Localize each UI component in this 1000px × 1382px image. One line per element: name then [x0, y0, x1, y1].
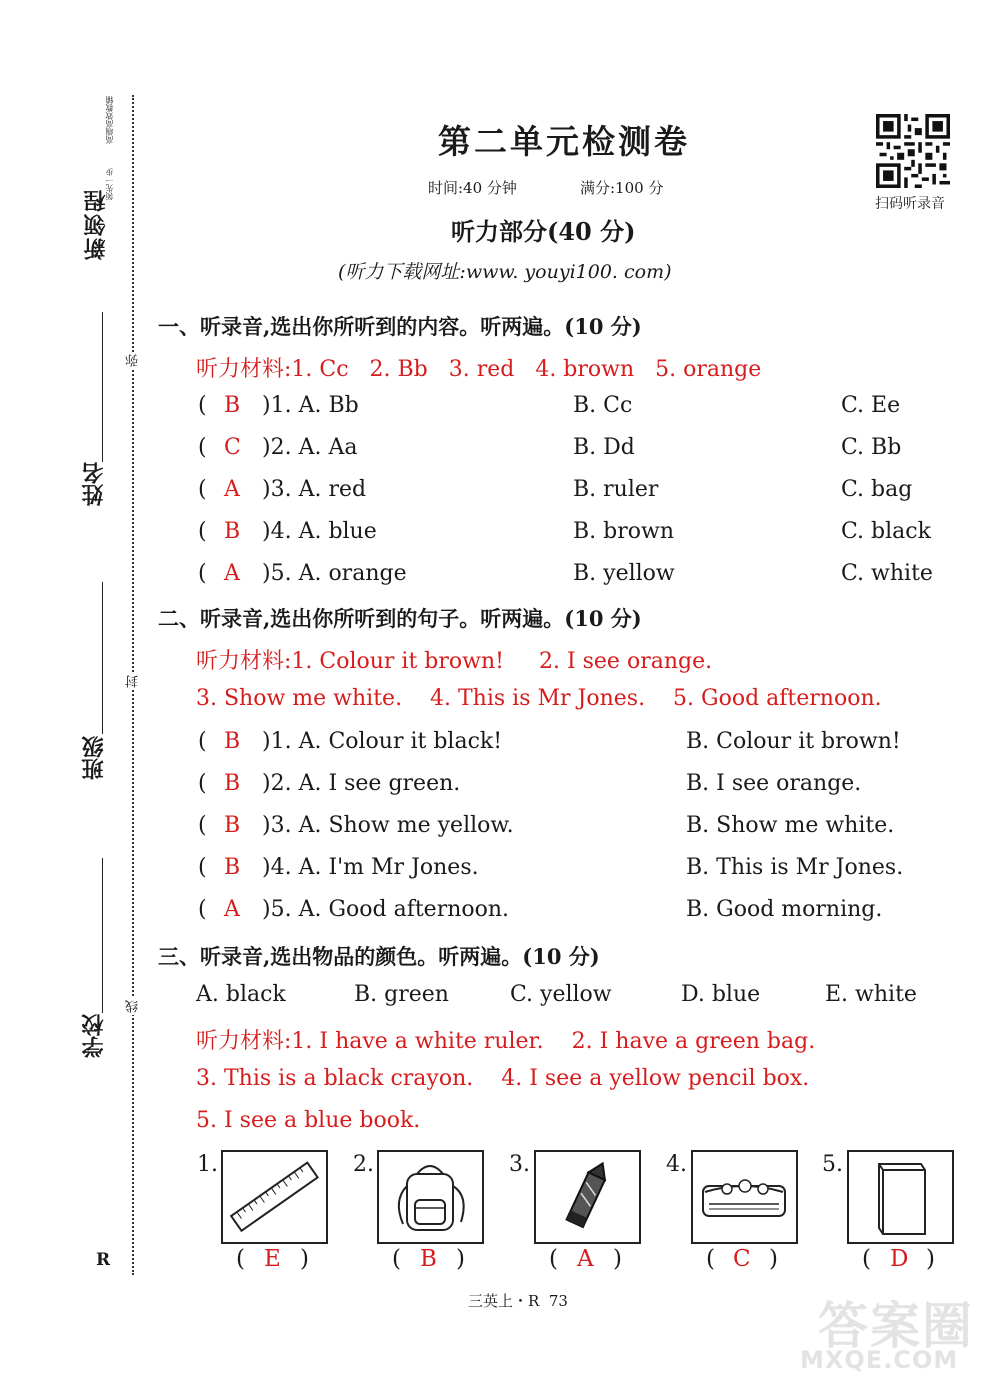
qr-code-icon [876, 114, 950, 188]
ruler-icon [221, 1150, 328, 1244]
section3-material-line3: 5. I see a blue book. [196, 1108, 421, 1133]
question-option-b: B. Good morning. [686, 897, 883, 922]
full-score: 满分:100 分 [580, 179, 664, 197]
question-option-a: )5. A. orange [262, 561, 407, 586]
brand-tagline: 高端高效教辅 [105, 96, 114, 144]
question-option-c: C. Bb [841, 435, 902, 460]
question-answer: B [224, 519, 241, 544]
item-number: 1. [197, 1152, 218, 1177]
answer-paren-open: ( [198, 813, 207, 838]
answer-paren-open: ( [198, 771, 207, 796]
answer-paren-open: ( [549, 1246, 558, 1272]
answer-paren-open: ( [198, 729, 207, 754]
answer-paren-open: ( [198, 855, 207, 880]
answer-paren-close: ) [613, 1246, 622, 1272]
color-option: C. yellow [510, 982, 612, 1007]
question-option-a: )2. A. I see green. [262, 771, 461, 796]
question-option-b: B. Cc [573, 393, 633, 418]
name-line [102, 312, 103, 462]
question-option-a: )3. A. red [262, 477, 367, 502]
item-answer: C [733, 1246, 751, 1272]
question-option-a: )3. A. Show me yellow. [262, 813, 514, 838]
question-option-c: C. white [841, 561, 933, 586]
answer-paren-open: ( [198, 519, 207, 544]
question-option-c: C. Ee [841, 393, 901, 418]
question-option-b: B. Dd [573, 435, 635, 460]
answer-paren-open: ( [198, 393, 207, 418]
qr-caption: 扫码听录音 [875, 196, 945, 212]
answer-paren-open: ( [198, 561, 207, 586]
page-number: 三英上・R 73 [468, 1292, 568, 1310]
question-answer: C [224, 435, 241, 460]
question-answer: B [224, 813, 241, 838]
school-line [102, 858, 103, 1013]
color-option: E. white [825, 982, 917, 1007]
question-option-a: )1. A. Bb [262, 393, 359, 418]
pencil-box-icon [691, 1150, 798, 1244]
page-letter: R [96, 1250, 111, 1270]
answer-paren-open: ( [862, 1246, 871, 1272]
answer-paren-open: ( [236, 1246, 245, 1272]
item-number: 4. [666, 1152, 687, 1177]
item-number: 3. [509, 1152, 530, 1177]
bag-icon [377, 1150, 484, 1244]
download-url: (听力下载网址:www. youyi100. com) [338, 261, 672, 283]
question-option-c: C. bag [841, 477, 913, 502]
seal-char-3: 线 [126, 1000, 141, 1013]
answer-paren-open: ( [392, 1246, 401, 1272]
section2-material-line2: 3. Show me white. 4. This is Mr Jones. 5. Good afternoon. [196, 686, 882, 711]
section3-heading: 三、听录音,选出物品的颜色。听两遍。(10 分) [158, 944, 600, 969]
question-option-a: )2. A. Aa [262, 435, 358, 460]
answer-paren-open: ( [198, 435, 207, 460]
answer-paren-close: ) [456, 1246, 465, 1272]
question-option-a: )4. A. blue [262, 519, 377, 544]
watermark-url: MXQE.COM [800, 1346, 959, 1374]
question-answer: B [224, 393, 241, 418]
question-answer: B [224, 771, 241, 796]
item-number: 2. [353, 1152, 374, 1177]
section3-material-line1: 听力材料:1. I have a white ruler. 2. I have a green bag. [196, 1029, 816, 1054]
item-answer: D [890, 1246, 909, 1272]
question-answer: A [224, 477, 240, 502]
class-line [102, 582, 103, 734]
color-option: B. green [354, 982, 449, 1007]
section1-heading: 一、听录音,选出你所听到的内容。听两遍。(10 分) [158, 314, 642, 339]
answer-paren-close: ) [300, 1246, 309, 1272]
question-option-b: B. yellow [573, 561, 675, 586]
answer-paren-open: ( [706, 1246, 715, 1272]
question-option-b: B. Show me white. [686, 813, 895, 838]
question-option-b: B. This is Mr Jones. [686, 855, 904, 880]
part-title: 听力部分(40 分) [451, 217, 636, 246]
color-option: D. blue [681, 982, 761, 1007]
crayon-icon [534, 1150, 641, 1244]
item-answer: B [420, 1246, 437, 1272]
question-option-b: B. Colour it brown! [686, 729, 901, 754]
answer-paren-close: ) [926, 1246, 935, 1272]
school-label: 学校 [81, 1014, 107, 1058]
book-icon [847, 1150, 954, 1244]
class-label: 班级 [81, 736, 107, 780]
item-answer: E [264, 1246, 281, 1272]
name-label: 姓名 [81, 462, 107, 506]
question-option-b: B. I see orange. [686, 771, 862, 796]
color-option: A. black [196, 982, 286, 1007]
question-answer: A [224, 561, 240, 586]
watermark-logo: 答案圈 [818, 1297, 974, 1355]
section2-heading: 二、听录音,选出你所听到的句子。听两遍。(10 分) [158, 606, 642, 631]
question-option-b: B. brown [573, 519, 674, 544]
question-option-b: B. ruler [573, 477, 659, 502]
seal-char-1: 弥 [126, 354, 141, 367]
section3-material-line2: 3. This is a black crayon. 4. I see a yellow pencil box. [196, 1066, 810, 1091]
question-answer: B [224, 855, 241, 880]
question-answer: A [224, 897, 240, 922]
question-option-a: )5. A. Good afternoon. [262, 897, 510, 922]
section1-material: 听力材料:1. Cc 2. Bb 3. red 4. brown 5. orange [196, 357, 762, 382]
question-answer: B [224, 729, 241, 754]
question-option-a: )4. A. I'm Mr Jones. [262, 855, 479, 880]
answer-paren-close: ) [769, 1246, 778, 1272]
brand-logo: 新领程 [83, 188, 109, 260]
answer-paren-open: ( [198, 477, 207, 502]
seal-char-2: 封 [126, 675, 141, 688]
item-number: 5. [822, 1152, 843, 1177]
question-option-c: C. black [841, 519, 931, 544]
brand-sub: 领先一步 [105, 168, 114, 200]
answer-paren-open: ( [198, 897, 207, 922]
section2-material-line1: 听力材料:1. Colour it brown! 2. I see orange. [196, 649, 713, 674]
time-limit: 时间:40 分钟 [428, 179, 517, 197]
question-option-a: )1. A. Colour it black! [262, 729, 503, 754]
item-answer: A [577, 1246, 594, 1272]
page-title: 第二单元检测卷 [438, 122, 690, 161]
